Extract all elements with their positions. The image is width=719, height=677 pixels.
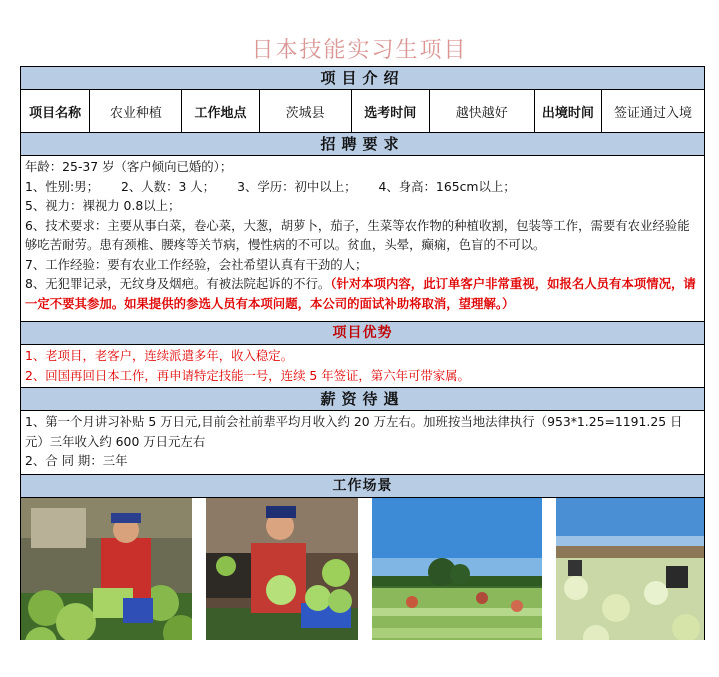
salary-item-contract: 2、合 同 期：三年 — [25, 453, 128, 468]
salary-header: 薪资待遇 — [21, 388, 704, 411]
field-label-departure-time: 出境时间 — [535, 90, 602, 132]
field-label-project-name: 项目名称 — [21, 90, 90, 132]
requirement-skills: 6、技术要求：主要从事白菜，卷心菜，大葱，胡萝卜，茄子，生菜等农作物的种植收割，包装等工作，需要有农业经验能够吃苦耐劳。患有颈椎、腰疼等关节病，慢性病的不可以。贫血，头晕，癫痫，色盲的不可以。 — [25, 217, 690, 252]
scene-header: 工作场景 — [21, 475, 704, 498]
requirement-basic — [25, 177, 701, 197]
requirement-height: 4、身高：165cm以上； — [378, 178, 516, 194]
photo-cabbage-harvest — [556, 498, 704, 656]
advantages-list — [21, 345, 704, 388]
field-value-selection-time: 越快越好 — [430, 90, 535, 132]
advantage-item: 1、老项目，老客户，连续派遣多年，收入稳定。 — [25, 348, 294, 363]
photo-field-workers — [372, 498, 542, 656]
field-label-work-location: 工作地点 — [182, 90, 259, 132]
requirement-experience: 7、工作经验：要有农业工作经验，会社希望认真有干劲的人； — [25, 256, 368, 272]
requirement-education: 3、学历：初中以上； — [237, 178, 357, 194]
field-value-work-location: 茨城县 — [260, 90, 352, 132]
document-title: 日本技能实习生项目 — [251, 38, 468, 63]
intro-header: 项目介绍 — [21, 67, 704, 90]
requirement-gender: 1、性别:男； — [25, 178, 100, 194]
advantage-item: 2、回国再回日本工作，再申请特定技能一号，连续 5 年签证，第六年可带家属。 — [25, 367, 470, 383]
requirement-headcount: 2、人数：3 人； — [121, 178, 216, 194]
work-scene-photos — [21, 498, 704, 657]
field-value-project-name: 农业种植 — [90, 90, 182, 132]
salary-item-allowance: 1、第一个月讲习补贴 5 万日元,目前会社前辈平均月收入约 20 万左右。加班按当地法律执行（953*1.25=1191.25 日元）三年收入约 600 万日元左右 — [25, 414, 683, 449]
field-label-selection-time: 选考时间 — [352, 90, 430, 132]
recruit-header: 招聘要求 — [21, 133, 704, 156]
photo-worker-lettuce — [206, 498, 358, 656]
requirement-record-notice: （针对本项内容，此订单客户非常重视，如报名人员有本项情况，请一定不要其参加。如果提供的参选人员有本项问题，本公司的面试补助将取消，望理解。） — [25, 276, 696, 311]
requirement-record — [25, 274, 701, 313]
salary-details — [21, 411, 704, 475]
intro-info-row — [21, 90, 704, 133]
advantages-header: 项目优势 — [21, 322, 704, 345]
field-value-departure-time: 签证通过入境 — [614, 105, 693, 121]
requirement-age: 年龄：25-37 岁（客户倾向已婚的）； — [25, 159, 233, 174]
requirement-record-text: 8、无犯罪记录，无纹身及烟疤。有被法院起诉的不行。 — [25, 276, 331, 291]
recruit-requirements — [21, 156, 704, 322]
photo-worker-greenhouse — [21, 498, 192, 656]
requirement-vision: 5、视力：裸视力 0.8以上； — [25, 198, 181, 213]
project-table — [20, 66, 705, 657]
